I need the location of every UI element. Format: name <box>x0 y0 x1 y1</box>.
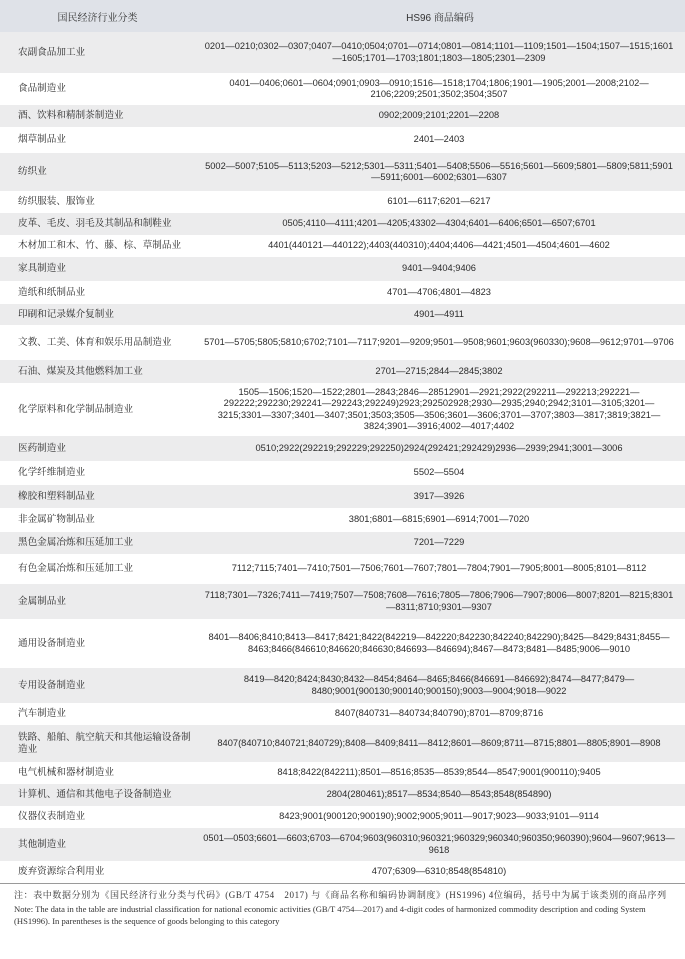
hs-code-cell: 4901—4911 <box>414 308 464 319</box>
table-row <box>0 304 685 325</box>
header-industry-classification: 国民经济行业分类 <box>57 12 138 24</box>
table-row <box>0 668 685 703</box>
industry-cell: 木材加工和木、竹、藤、棕、草制品业 <box>18 240 182 252</box>
table-row <box>0 127 685 153</box>
table-row <box>0 213 685 235</box>
industry-cell: 纺织业 <box>18 166 47 178</box>
table-row <box>0 828 685 861</box>
hs-code-cell: 2401—2403 <box>413 134 465 145</box>
table-row <box>0 461 685 485</box>
industry-cell: 计算机、通信和其他电子设备制造业 <box>18 789 172 801</box>
hs-code-cell: 8419—8420;8424;8430;8432—8454;8464—8465;8466(846691—846692);8474—8477;8479—8480;9001(900130;900140;900150);9003—9004;9018—9022 <box>243 674 635 696</box>
industry-cell: 有色金属冶炼和压延加工业 <box>18 563 134 575</box>
hs-code-cell: 8423;9001(900120;900190);9002;9005;9011—9017;9023—9033;9101—9114 <box>279 811 599 822</box>
hs-code-cell: 8401—8406;8410;8413—8417;8421;8422(842219—842220;842230;842240;842290);8425—8429;8431;8455—8463;8466(846610;846620;846630;846693—846694);8467—8473;8481—8485;9006—9010 <box>208 632 670 654</box>
hs-code-cell: 2701—2715;2844—2845;3802 <box>375 365 503 376</box>
table-notes <box>0 884 685 927</box>
table-row <box>0 806 685 828</box>
table-row <box>0 554 685 584</box>
industry-cell: 化学纤维制造业 <box>18 467 86 479</box>
table-header <box>0 0 685 32</box>
hs-code-cell: 0505;4110—4111;4201—4205;43302—4304;6401—6406;6501—6507;6701 <box>282 218 596 229</box>
industry-cell: 专用设备制造业 <box>18 679 86 691</box>
industry-cell: 食品制造业 <box>18 83 66 95</box>
industry-cell: 纺织服装、服饰业 <box>18 196 95 208</box>
hs-code-cell: 3801;6801—6815;6901—6914;7001—7020 <box>348 514 530 525</box>
hs-code-cell: 2804(280461);8517—8534;8540—8543;8548(854890) <box>326 789 552 800</box>
table-row <box>0 360 685 383</box>
table-row <box>0 532 685 554</box>
industry-cell: 废弃资源综合利用业 <box>18 866 105 877</box>
table-row <box>0 153 685 191</box>
hs-code-cell: 0501—0503;6601—6603;6703—6704;9603(960310;960321;960329;960340;960350;960390);9604—9607;9613—9618 <box>203 833 675 855</box>
industry-cell: 黑色金属冶炼和压延加工业 <box>18 537 134 549</box>
industry-cell: 农副食品加工业 <box>18 46 86 58</box>
hs-code-cell: 0401—0406;0601—0604;0901;0903—0910;1516—1518;1704;1806;1901—1905;2001—2008;2102—2106;2209;2501;3502;3504;3507 <box>229 77 649 99</box>
table-row <box>0 508 685 532</box>
table-row <box>0 325 685 360</box>
table-row <box>0 703 685 725</box>
hs-code-cell: 7201—7229 <box>413 537 465 548</box>
industry-cell: 文教、工美、体育和娱乐用品制造业 <box>18 336 172 348</box>
table-row <box>0 619 685 668</box>
industry-cell: 非金属矿物制品业 <box>18 514 95 526</box>
table-row <box>0 584 685 619</box>
industry-cell: 电气机械和器材制造业 <box>18 767 114 779</box>
hs-code-cell: 6101—6117;6201—6217 <box>387 196 491 207</box>
table-row <box>0 105 685 127</box>
hs-code-cell: 1505—1506;1520—1522;2801—2843;2846—28512901—2921;2922(292211—292213;292221—292222;292230;292241—292243;292249)2923;292502928;2930—2935;2940;2942;3101—3105;3201—3215;3301—3307;3401—3407;3501;3503;3505—3506;3601—3606;3701—3707;3803—3817;3819;3821—3824;3901—3916;4002—4017;4402 <box>217 386 661 431</box>
hs-code-cell: 3917—3926 <box>413 490 465 501</box>
table-row <box>0 485 685 508</box>
hs-code-cell: 5502—5504 <box>413 467 465 478</box>
hs-code-cell: 5002—5007;5105—5113;5203—5212;5301—5311;5401—5408;5506—5516;5601—5609;5801—5809;5811;5901—5911;6001—6002;6301—6307 <box>205 160 673 182</box>
industry-cell: 家具制造业 <box>18 263 66 275</box>
industry-cell: 化学原料和化学制品制造业 <box>18 403 134 415</box>
table-row <box>0 784 685 806</box>
table-row <box>0 32 685 73</box>
header-row <box>0 0 685 32</box>
industry-cell: 铁路、船舶、航空航天和其他运输设备制造业 <box>18 732 191 755</box>
hs-code-cell: 4701—4706;4801—4823 <box>387 286 491 297</box>
table-row <box>0 73 685 105</box>
industry-cell: 皮革、毛皮、羽毛及其制品和制鞋业 <box>18 218 172 230</box>
hs-code-cell: 8407(840731—840734;840790);8701—8709;8716 <box>334 708 544 719</box>
hs-code-cell: 7118;7301—7326;7411—7419;7507—7508;7608—7616;7805—7806;7906—7907;8006—8007;8201—8215;8301—8311;8710;9301—9307 <box>204 590 674 612</box>
table-body <box>0 32 685 883</box>
hs-code-cell: 9401—9404;9406 <box>402 263 476 274</box>
industry-cell: 酒、饮料和精制茶制造业 <box>18 110 124 122</box>
hs-code-cell: 4707;6309—6310;8548(854810) <box>371 866 507 876</box>
hs-code-cell: 8407(840710;840721;840729);8408—8409;8411—8412;8601—8609;8711—8715;8801—8805;8901—8908 <box>217 737 661 748</box>
industry-cell: 仪器仪表制造业 <box>18 811 86 823</box>
header-hs96-codes: HS96 商品编码 <box>406 12 474 24</box>
industry-cell: 石油、煤炭及其他燃料加工业 <box>18 365 143 377</box>
table-row <box>0 235 685 257</box>
industry-cell: 烟草制品业 <box>18 134 66 146</box>
note-chinese: 注：表中数据分别为《国民经济行业分类与代码》(GB/T 4754 2017) 与《商品名称和编码协调制度》(HS1996) 4位编码，括号中为属于该类别的商品序列 <box>14 889 667 900</box>
table-row <box>0 191 685 213</box>
table-row <box>0 725 685 762</box>
hs-code-cell: 0510;2922(292219;292229;292250)2924(292421;292429)2936—2939;2941;3001—3006 <box>255 442 623 453</box>
hs-code-cell: 4401(440121—440122);4403(440310);4404;4406—4421;4501—4504;4601—4602 <box>268 240 610 251</box>
industry-cell: 金属制品业 <box>18 595 66 607</box>
hs-code-cell: 7112;7115;7401—7410;7501—7506;7601—7607;7801—7804;7901—7905;8001—8005;8101—8112 <box>231 563 647 574</box>
table-row <box>0 281 685 304</box>
table-row <box>0 257 685 281</box>
hs-code-cell: 0902;2009;2101;2201—2208 <box>378 110 500 121</box>
industry-cell: 橡胶和塑料制品业 <box>18 490 95 502</box>
note-english: Note: The data in the table are industrial classification for national economic activities (GB/T 4754—2017) and 4-digit codes of harmonized commodity description and coding System (HS1996). In parentheses is the sequence of goods belonging to this category <box>14 903 646 926</box>
industry-cell: 印刷和记录媒介复制业 <box>18 308 114 320</box>
industry-cell: 通用设备制造业 <box>18 637 86 649</box>
hs-code-cell: 5701—5705;5805;5810;6702;7101—7117;9201—9209;9501—9508;9601;9603(960330);9608—9612;9701—9706 <box>204 336 674 347</box>
industry-cell: 医药制造业 <box>18 442 66 454</box>
hs-code-cell: 0201—0210;0302—0307;0407—0410;0504;0701—0714;0801—0814;1101—1109;1501—1504;1507—1515;1601—1605;1701—1703;1801;1803—1805;2301—2309 <box>204 41 674 63</box>
industry-cell: 其他制造业 <box>18 838 66 850</box>
table-row <box>0 436 685 461</box>
industry-cell: 造纸和纸制品业 <box>18 286 86 298</box>
hs-code-cell: 8418;8422(842211);8501—8516;8535—8539;8544—8547;9001(900110);9405 <box>277 767 601 778</box>
table-row <box>0 861 685 883</box>
table-row <box>0 383 685 436</box>
table-row <box>0 762 685 784</box>
industry-cell: 汽车制造业 <box>18 708 66 720</box>
